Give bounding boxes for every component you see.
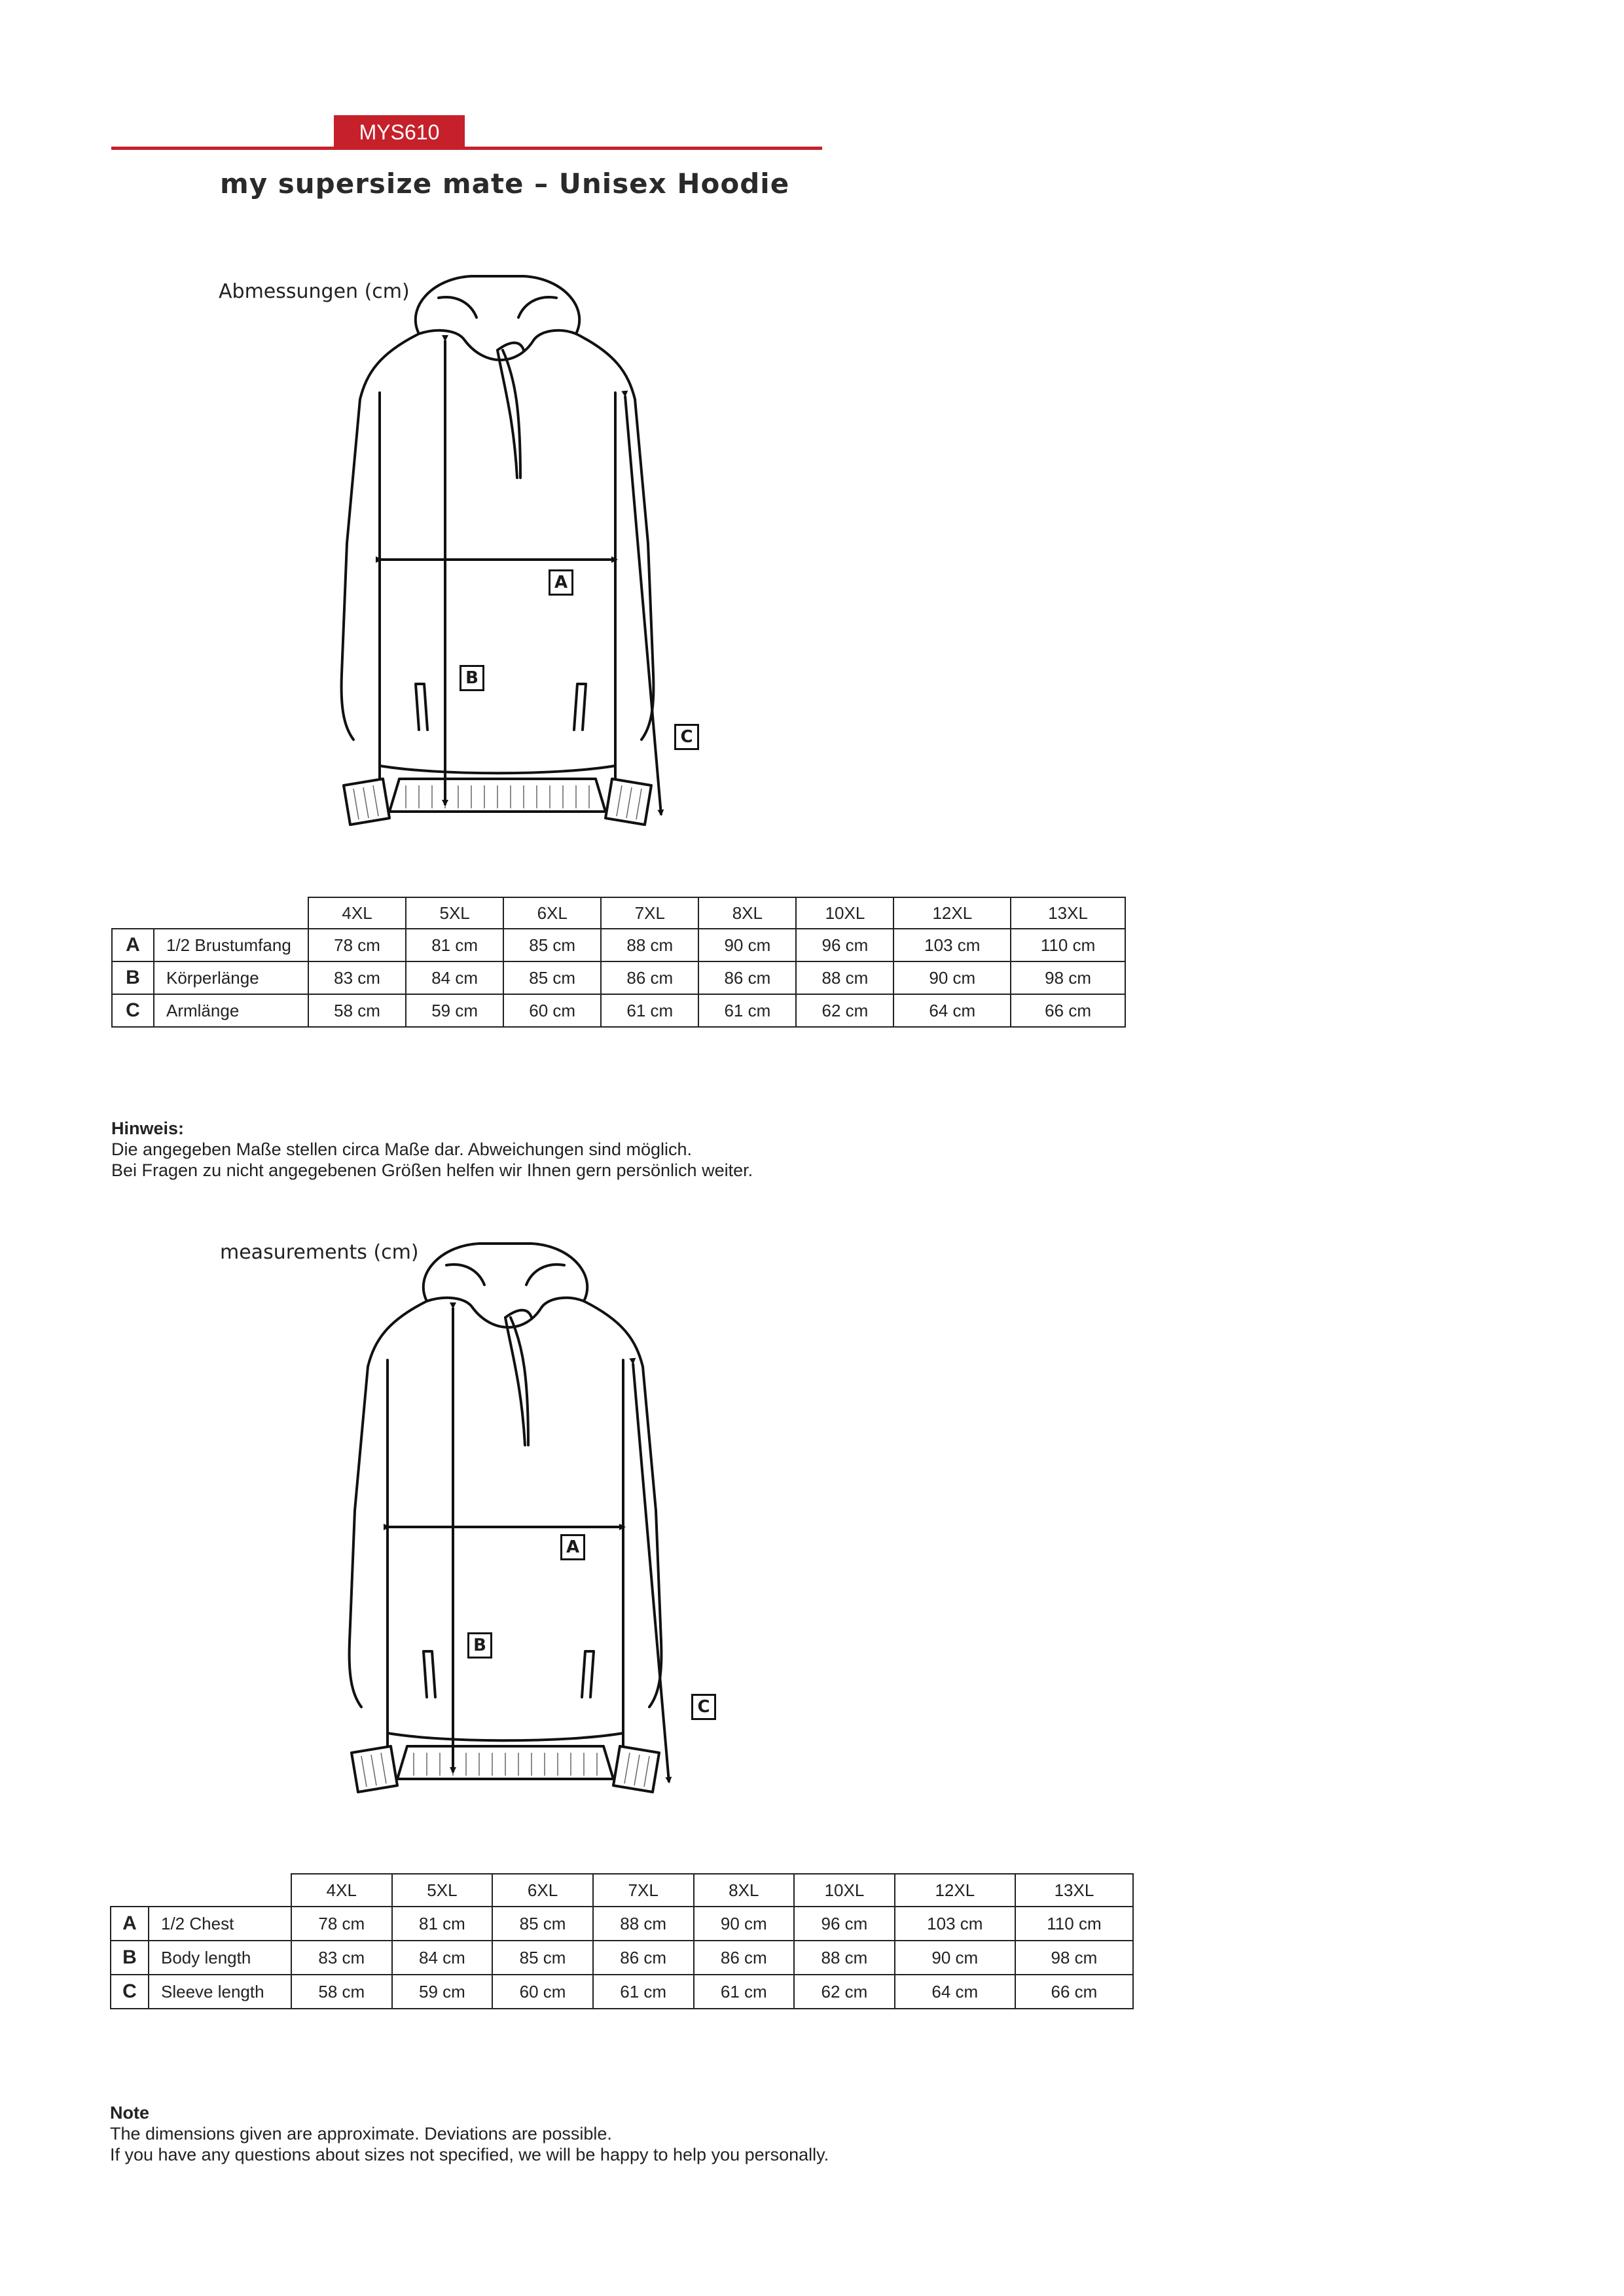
header-rule (111, 147, 822, 150)
table-cell: 86 cm (698, 961, 796, 994)
diagram-label-c-de: C (674, 724, 699, 750)
diagram-label-a-en: A (560, 1534, 585, 1560)
size-header: 12XL (895, 1874, 1015, 1907)
size-header: 13XL (1011, 897, 1125, 929)
row-label: 1/2 Brustumfang (154, 929, 308, 961)
table-row (112, 929, 1125, 961)
table-row (112, 994, 1125, 1027)
table-cell: 60 cm (492, 1975, 593, 2009)
table-cell: 59 cm (392, 1975, 493, 2009)
table-cell: 103 cm (893, 929, 1011, 961)
size-table-en (110, 1873, 1134, 2009)
row-label: Body length (149, 1941, 291, 1975)
size-header: 10XL (796, 897, 893, 929)
size-header: 4XL (291, 1874, 392, 1907)
size-header: 6XL (492, 1874, 593, 1907)
table-cell: 88 cm (796, 961, 893, 994)
size-header: 10XL (794, 1874, 895, 1907)
size-header: 5XL (406, 897, 503, 929)
row-letter: A (111, 1907, 149, 1941)
table-cell: 61 cm (694, 1975, 795, 2009)
table-cell: 85 cm (503, 929, 601, 961)
product-code-badge: MYS610 (334, 115, 465, 149)
note-line: If you have any questions about sizes not specified, we will be happy to help you personally. (110, 2145, 829, 2164)
table-cell: 88 cm (593, 1907, 694, 1941)
table-cell: 60 cm (503, 994, 601, 1027)
table-row (111, 1907, 1133, 1941)
note-line: The dimensions given are approximate. Deviations are possible. (110, 2124, 612, 2144)
table-cell: 78 cm (291, 1907, 392, 1941)
table-cell: 64 cm (893, 994, 1011, 1027)
size-header: 8XL (694, 1874, 795, 1907)
table-cell: 103 cm (895, 1907, 1015, 1941)
table-cell: 110 cm (1015, 1907, 1133, 1941)
table-cell: 98 cm (1015, 1941, 1133, 1975)
table-cell: 85 cm (503, 961, 601, 994)
table-cell: 86 cm (694, 1941, 795, 1975)
size-header: 7XL (593, 1874, 694, 1907)
table-cell: 86 cm (601, 961, 698, 994)
measurements-label-de: Abmessungen (cm) (219, 280, 410, 303)
row-label: Armlänge (154, 994, 308, 1027)
size-header: 13XL (1015, 1874, 1133, 1907)
diagram-label-b-de: B (460, 665, 484, 691)
diagram-label-c-en: C (691, 1694, 716, 1720)
table-cell: 58 cm (291, 1975, 392, 2009)
table-cell: 61 cm (601, 994, 698, 1027)
table-row (111, 1941, 1133, 1975)
size-header-row (111, 1874, 1133, 1907)
size-header: 5XL (392, 1874, 493, 1907)
diagram-label-b-en: B (467, 1632, 492, 1659)
table-cell: 88 cm (601, 929, 698, 961)
table-cell: 90 cm (895, 1941, 1015, 1975)
size-header: 12XL (893, 897, 1011, 929)
note-line: Bei Fragen zu nicht angegebenen Größen helfen wir Ihnen gern persönlich weiter. (111, 1160, 753, 1180)
size-table-de (111, 897, 1126, 1028)
note-line: Die angegeben Maße stellen circa Maße dar. Abweichungen sind möglich. (111, 1139, 693, 1159)
table-cell: 98 cm (1011, 961, 1125, 994)
note-heading: Note (110, 2103, 149, 2123)
size-header: 6XL (503, 897, 601, 929)
table-cell: 110 cm (1011, 929, 1125, 961)
table-cell: 96 cm (794, 1907, 895, 1941)
row-letter: B (111, 1941, 149, 1975)
table-cell: 62 cm (794, 1975, 895, 2009)
table-cell: 86 cm (593, 1941, 694, 1975)
table-cell: 90 cm (893, 961, 1011, 994)
table-cell: 85 cm (492, 1907, 593, 1941)
table-cell: 83 cm (308, 961, 406, 994)
table-cell: 90 cm (698, 929, 796, 961)
row-letter: C (111, 1975, 149, 2009)
page-title: my supersize mate – Unisex Hoodie (220, 168, 790, 200)
table-cell: 84 cm (406, 961, 503, 994)
table-cell: 78 cm (308, 929, 406, 961)
table-cell: 83 cm (291, 1941, 392, 1975)
table-row (112, 961, 1125, 994)
table-cell: 81 cm (392, 1907, 493, 1941)
diagram-label-a-de: A (549, 569, 573, 596)
size-header: 4XL (308, 897, 406, 929)
table-row (111, 1975, 1133, 2009)
note-heading: Hinweis: (111, 1119, 185, 1138)
table-cell: 88 cm (794, 1941, 895, 1975)
table-cell: 85 cm (492, 1941, 593, 1975)
size-header: 8XL (698, 897, 796, 929)
table-cell: 96 cm (796, 929, 893, 961)
table-cell: 58 cm (308, 994, 406, 1027)
table-cell: 61 cm (698, 994, 796, 1027)
table-cell: 90 cm (694, 1907, 795, 1941)
note-de (111, 1118, 753, 1181)
table-cell: 66 cm (1015, 1975, 1133, 2009)
measurements-label-en: measurements (cm) (220, 1241, 419, 1264)
row-label: Körperlänge (154, 961, 308, 994)
row-letter: C (112, 994, 154, 1027)
table-cell: 62 cm (796, 994, 893, 1027)
row-letter: B (112, 961, 154, 994)
size-header-row (112, 897, 1125, 929)
table-cell: 66 cm (1011, 994, 1125, 1027)
row-letter: A (112, 929, 154, 961)
table-cell: 59 cm (406, 994, 503, 1027)
table-cell: 61 cm (593, 1975, 694, 2009)
hoodie-diagram-de (308, 268, 753, 838)
note-en (110, 2102, 829, 2165)
table-cell: 84 cm (392, 1941, 493, 1975)
row-label: Sleeve length (149, 1975, 291, 2009)
size-header: 7XL (601, 897, 698, 929)
row-label: 1/2 Chest (149, 1907, 291, 1941)
table-cell: 81 cm (406, 929, 503, 961)
table-cell: 64 cm (895, 1975, 1015, 2009)
